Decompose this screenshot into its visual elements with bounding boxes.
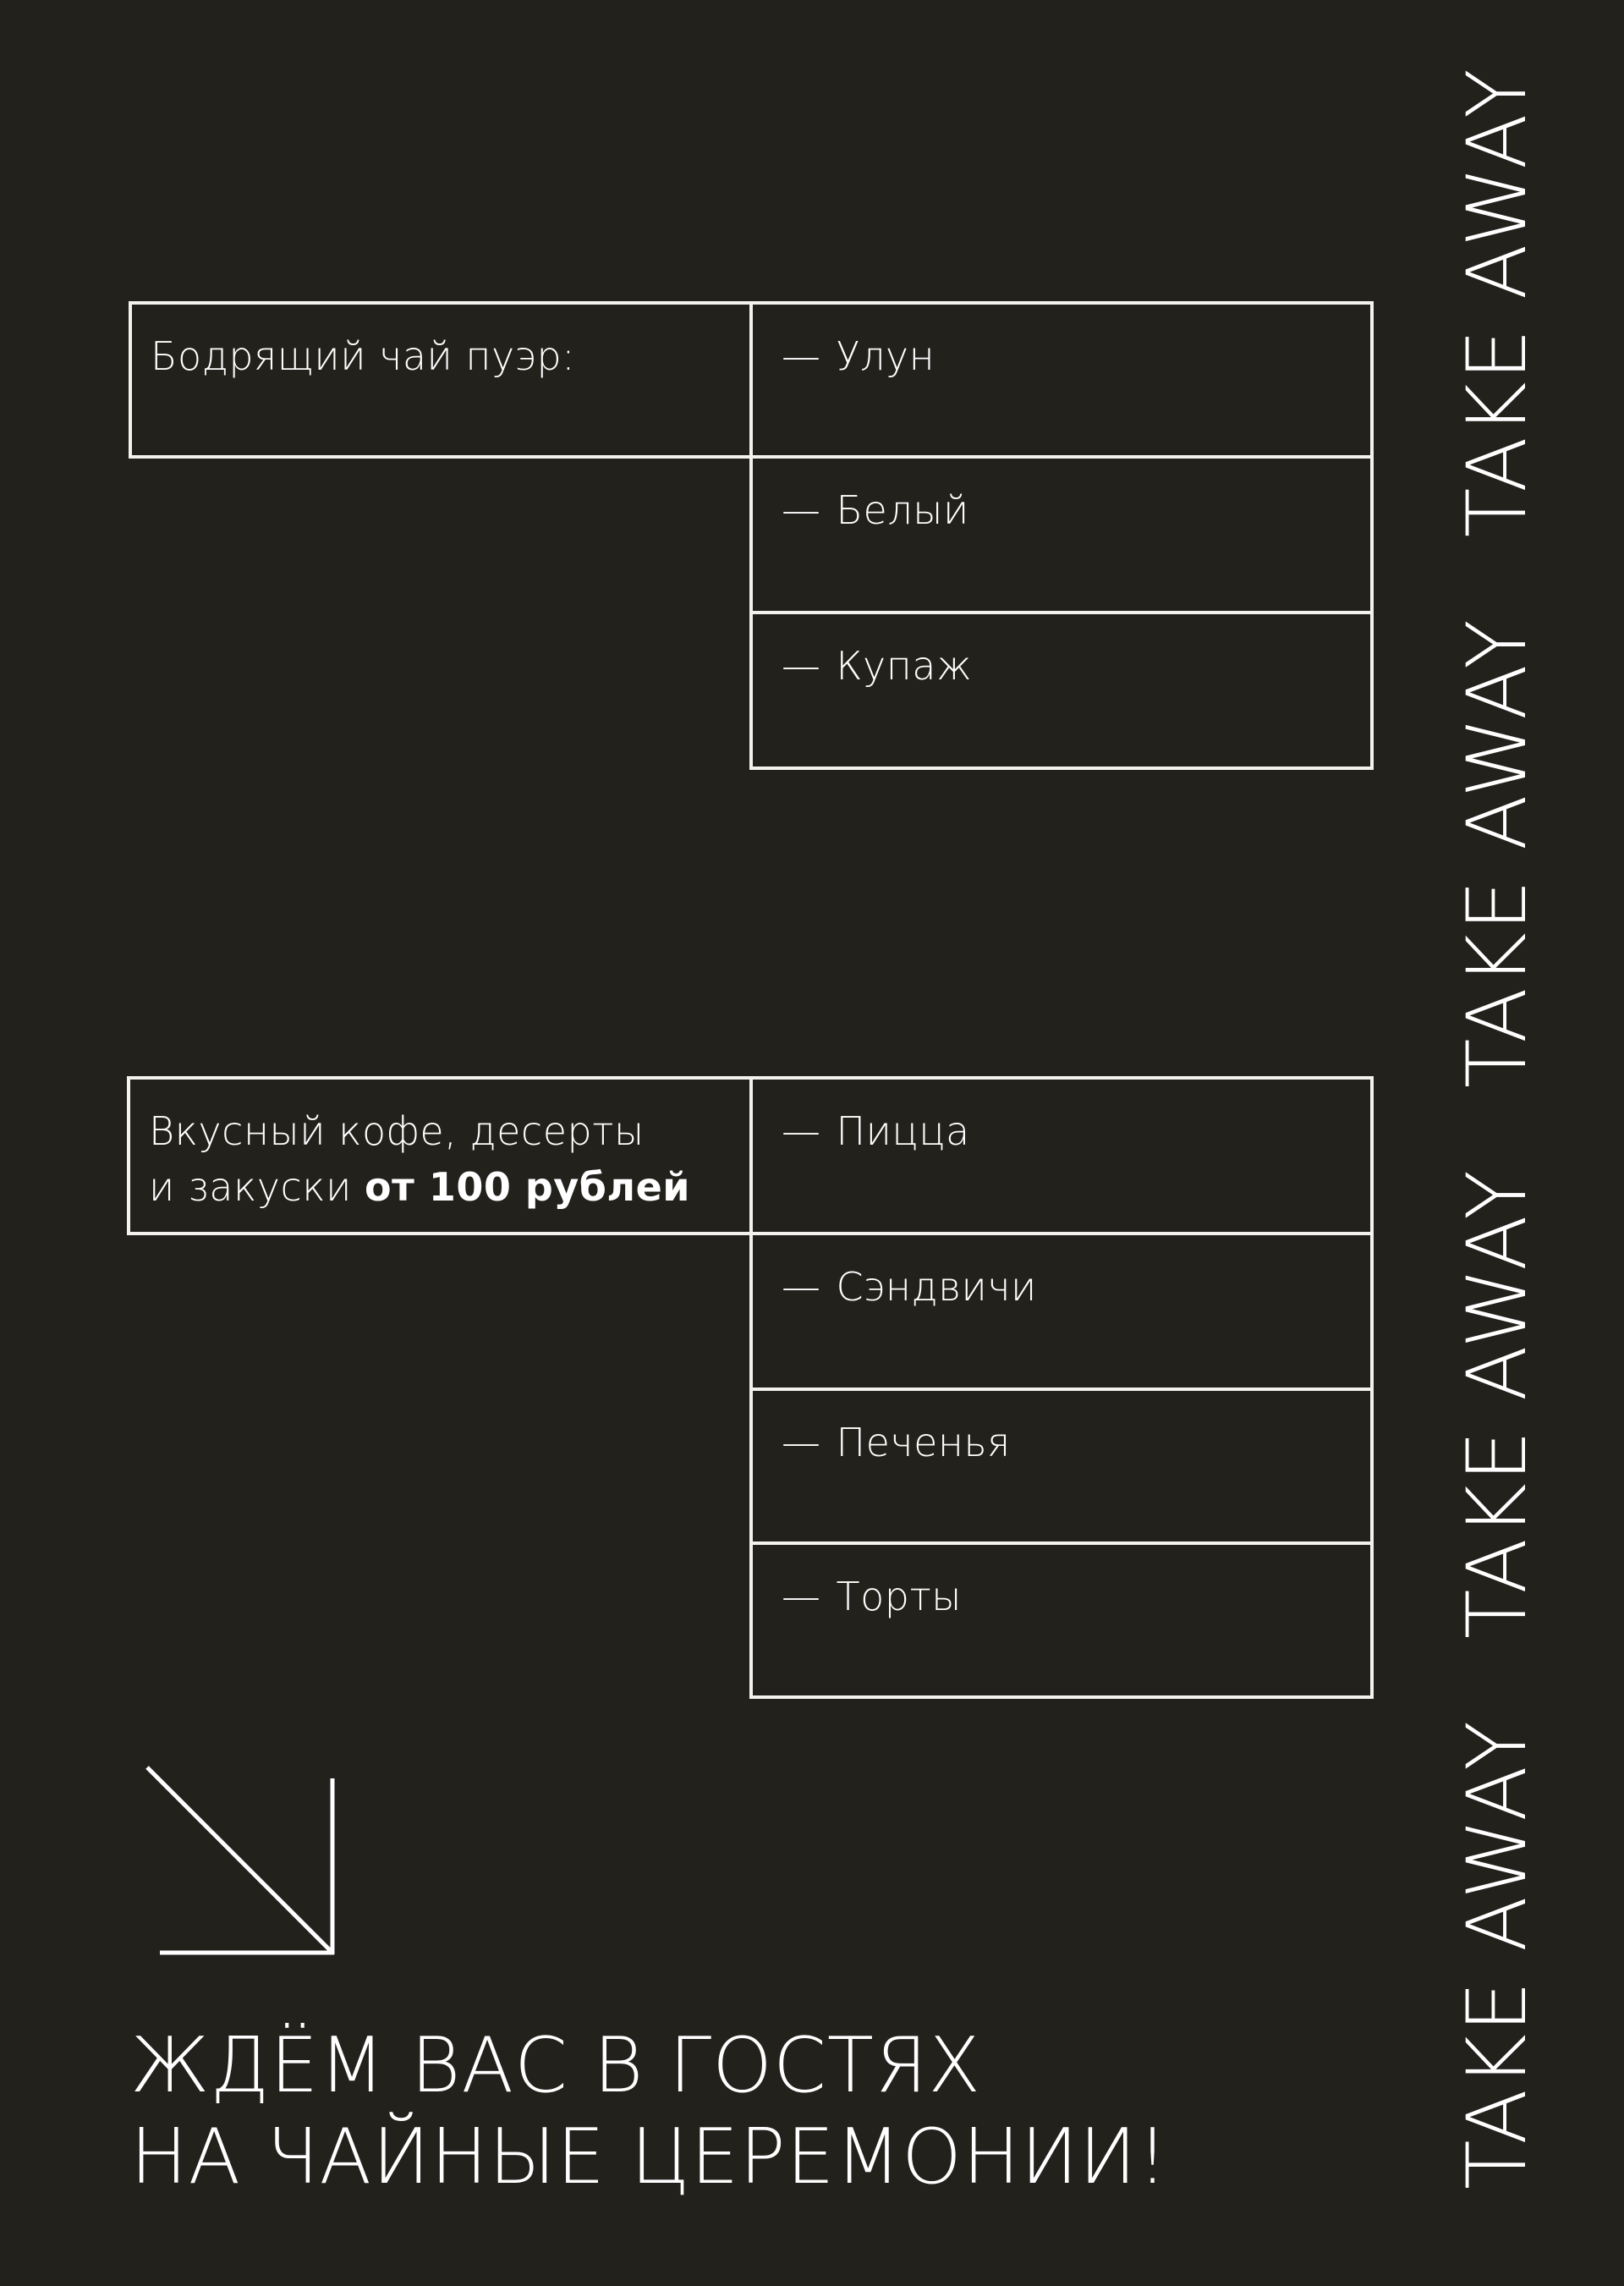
dash-mark: —: [782, 1264, 821, 1310]
food-heading-line1: Вкусный кофе, десерты: [149, 1108, 645, 1154]
food-item-cookies: [749, 1388, 1374, 1545]
take-away-label: TAKE AWAY: [1450, 1719, 1544, 2190]
take-away-label: TAKE AWAY: [1450, 1168, 1544, 1640]
price-highlight: от 100 рублей: [365, 1164, 691, 1210]
food-item-label: Торты: [836, 1574, 962, 1619]
tea-item-blend: [749, 611, 1374, 770]
food-heading-line2: и закуски: [149, 1164, 352, 1210]
invitation-text: [130, 2020, 1169, 2203]
dash-mark: —: [782, 1574, 821, 1619]
invitation-line2: НА ЧАЙНЫЕ ЦЕРЕМОНИИ!: [130, 2113, 1169, 2201]
dash-mark: —: [782, 643, 821, 689]
food-item-label: Печенья: [836, 1420, 1011, 1465]
dash-mark: —: [782, 1108, 821, 1154]
dash-mark: —: [782, 1420, 821, 1465]
food-heading: [149, 1103, 690, 1215]
dash-mark: —: [782, 487, 821, 533]
food-item-label: Пицца: [836, 1108, 970, 1154]
food-item-cakes: [749, 1541, 1374, 1699]
food-item-pizza: [749, 1076, 1374, 1235]
tea-item-oolong: [749, 301, 1374, 459]
tea-heading-cell: [129, 301, 753, 459]
tea-item-label: Купаж: [836, 643, 973, 689]
take-away-strip: [1450, 67, 1544, 2190]
food-item-label: Сэндвичи: [836, 1264, 1037, 1310]
arrow-down-right-icon: [144, 1764, 347, 1963]
food-heading-cell: [127, 1076, 753, 1235]
tea-item-label: Белый: [836, 487, 969, 533]
tea-heading: Бодрящий чай пуэр:: [151, 333, 576, 379]
take-away-label: TAKE AWAY: [1450, 67, 1544, 538]
invitation-line1: ЖДЁМ ВАС В ГОСТЯХ: [130, 2021, 982, 2110]
food-item-sandwiches: [749, 1232, 1374, 1391]
tea-item-white: [749, 455, 1374, 614]
take-away-label: TAKE AWAY: [1450, 618, 1544, 1089]
tea-item-label: Улун: [836, 333, 935, 379]
dash-mark: —: [782, 333, 821, 379]
